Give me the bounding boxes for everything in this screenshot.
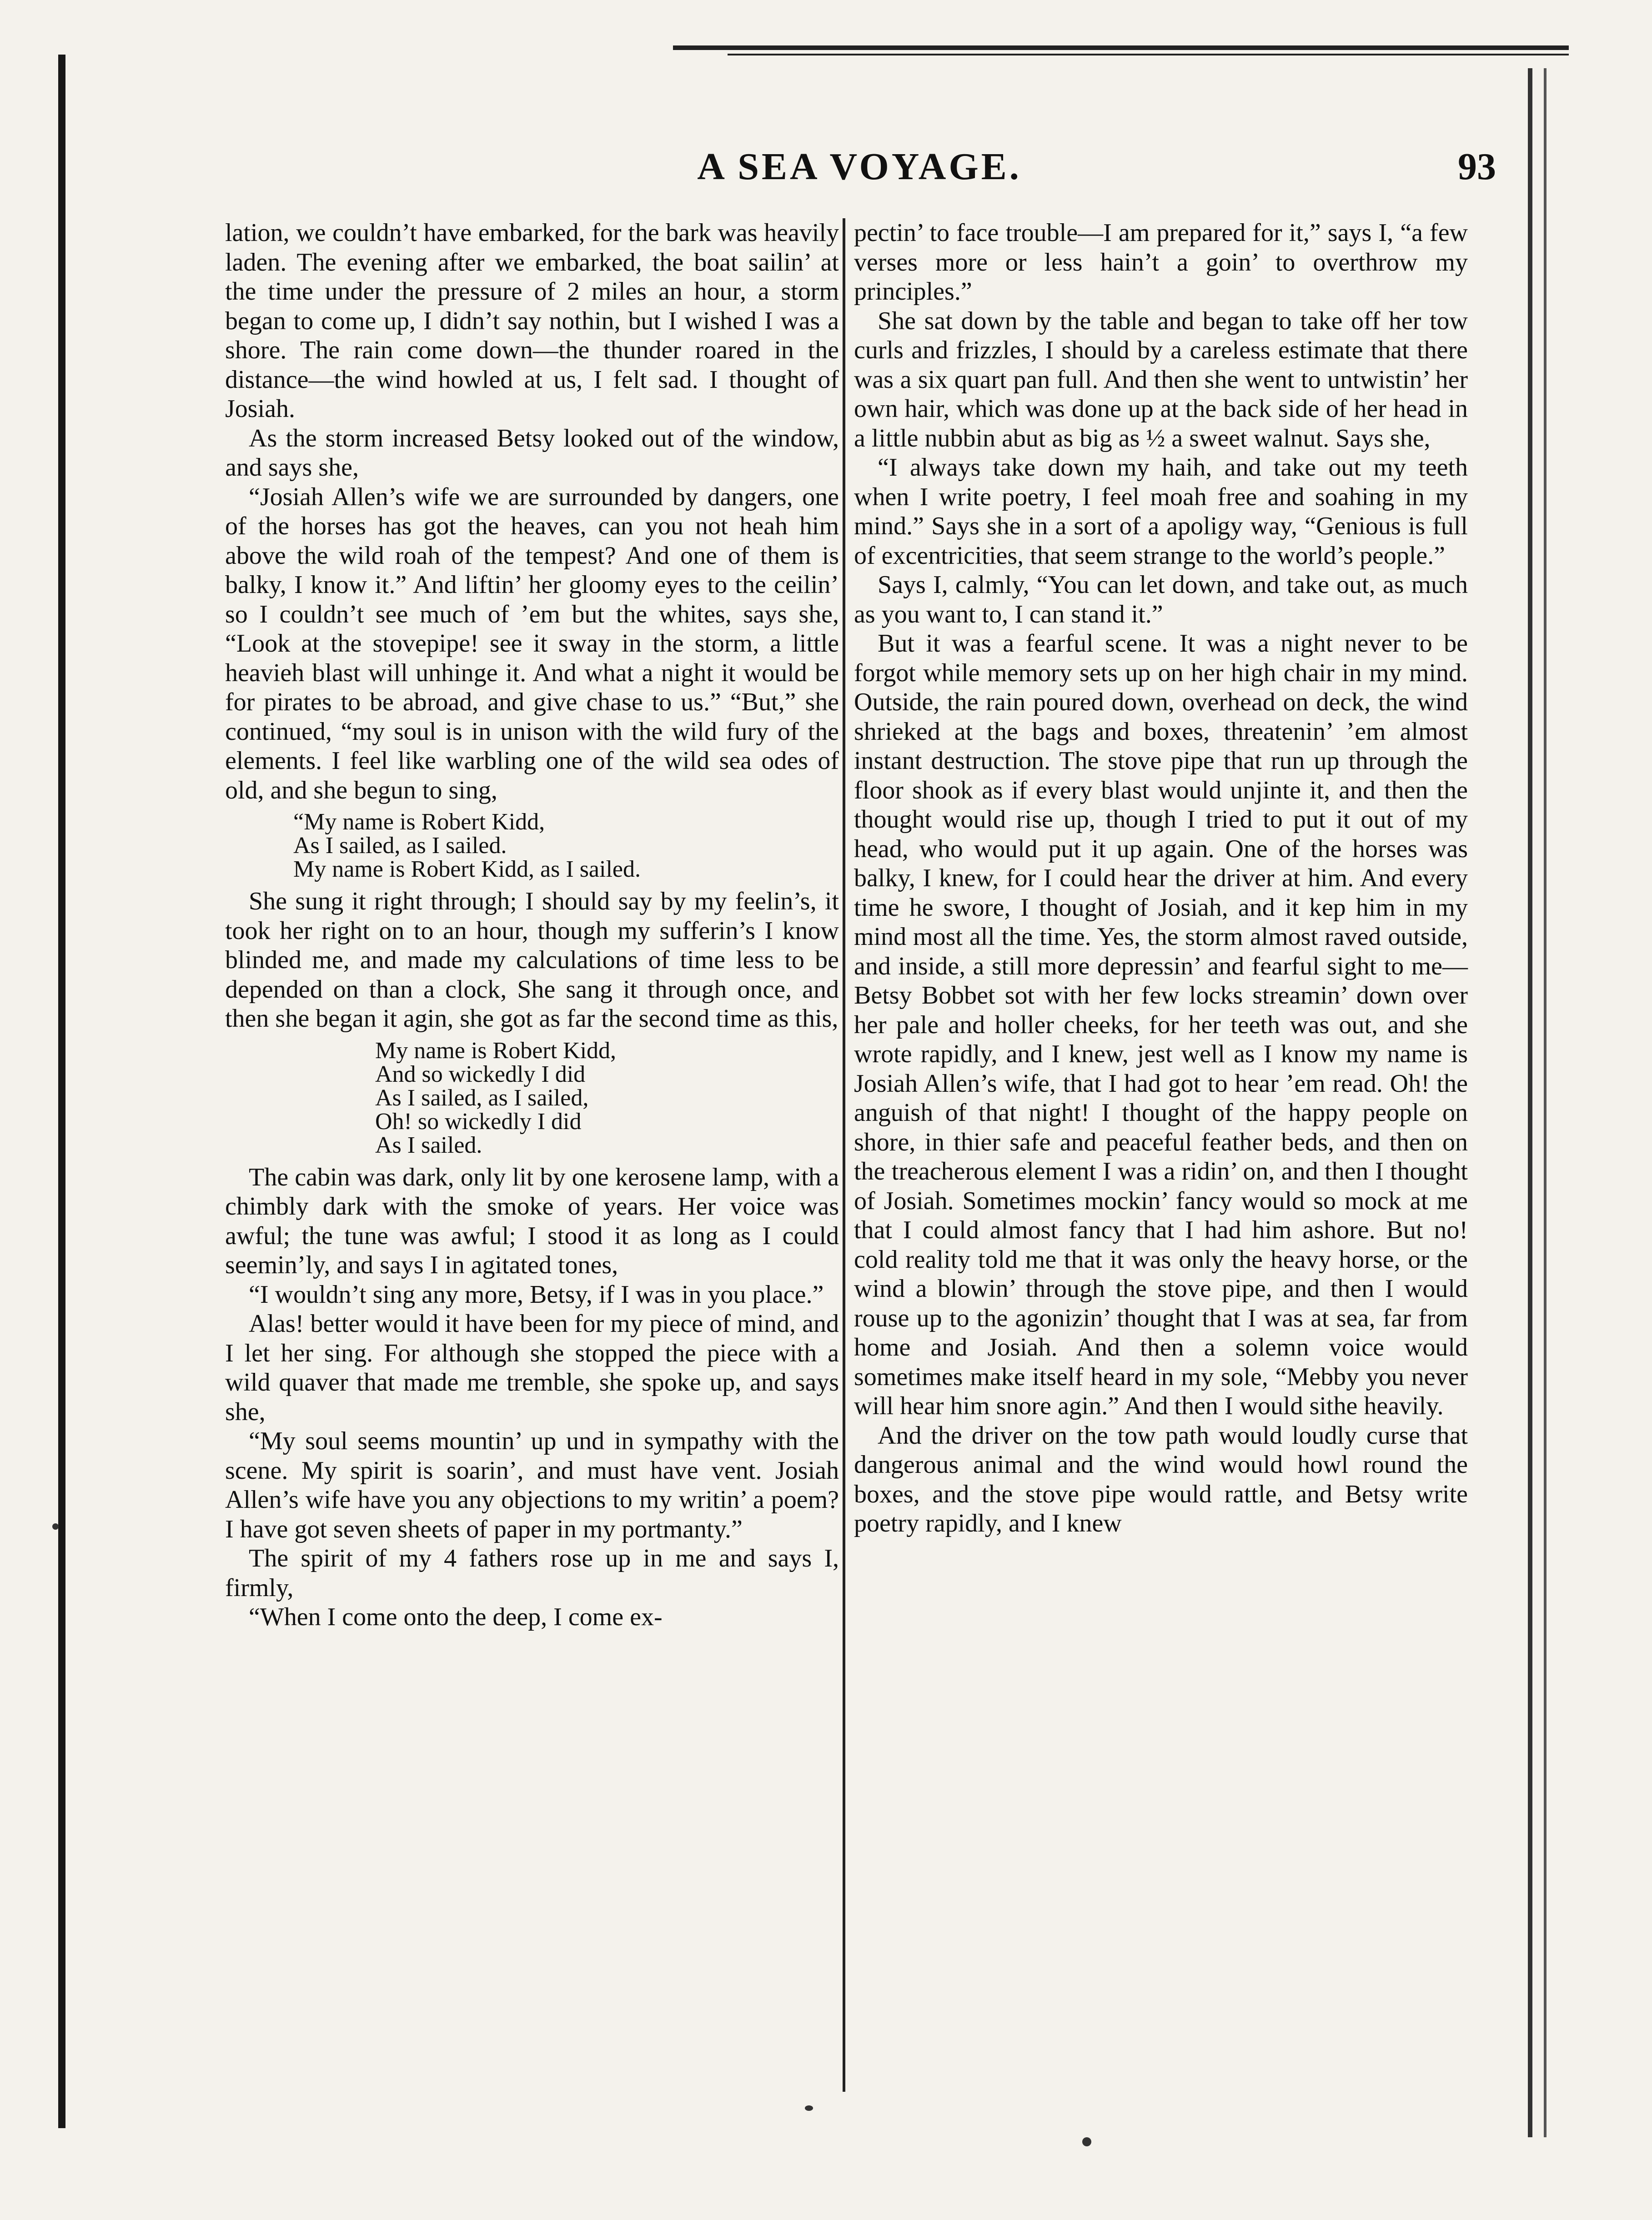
paragraph: The spirit of my 4 fathers rose up in me and says I, firmly, bbox=[225, 1544, 839, 1602]
paragraph: “I always take down my haih, and take out my teeth when I write poetry, I feel moah free and soahing in my mind.” Says she in a sort of a apoligy way, “Genious is full of excentricities, that seem strange to the world’s people.” bbox=[854, 453, 1468, 570]
ink-speck bbox=[805, 2105, 813, 2111]
verse-line: And so wickedly I did bbox=[375, 1061, 586, 1087]
verse-line: As I sailed. bbox=[375, 1132, 482, 1158]
right-margin-bar bbox=[1528, 68, 1532, 2137]
right-column bbox=[854, 218, 1468, 1538]
paragraph: And the driver on the tow path would loudly curse that dangerous animal and the wind would howl round the boxes, and the stove pipe would rattle, and Betsy write poetry rapidly, and I knew bbox=[854, 1421, 1468, 1537]
paragraph: “I wouldn’t sing any more, Betsy, if I was in you place.” bbox=[249, 1280, 824, 1309]
verse-line: My name is Robert Kidd, as I sailed. bbox=[293, 856, 641, 882]
paragraph: Alas! better would it have been for my piece of mind, and I let her sing. For although she stopped the piece with a wild quaver that made me tremble, she spoke up, and says she, bbox=[225, 1310, 839, 1426]
paragraph: “Josiah Allen’s wife we are surrounded by dangers, one of the horses has got the heaves, can you not heah him above the wild roah of the tempest? And one of them is balky, I know it.” And liftin’ her gloomy eyes to the ceilin’ so I couldn’t see much of ’em but the whites, says she, “Look at the stovepipe! see it sway in the storm, a little heavieh blast will unhinge it. And what a night it would be for pirates to be abroad, and give chase to us.” “But,” she continued, “my soul is in unison with the wild fury of the elements. I feel like warbling one of the wild sea odes of old, and she begun to sing, bbox=[225, 482, 839, 804]
verse-line: “My name is Robert Kidd, bbox=[293, 809, 545, 835]
paragraph: As the storm increased Betsy looked out of the window, and says she, bbox=[225, 424, 839, 482]
top-rule-thin bbox=[728, 54, 1569, 55]
right-margin-bar-inner bbox=[1544, 68, 1547, 2137]
left-column bbox=[225, 218, 839, 1632]
top-rule bbox=[673, 45, 1569, 50]
verse-stanza bbox=[225, 810, 839, 881]
page-number: 93 bbox=[1458, 146, 1496, 188]
verse-line: As I sailed, as I sailed. bbox=[293, 833, 507, 859]
verse-line: Oh! so wickedly I did bbox=[375, 1108, 582, 1135]
paragraph: She sung it right through; I should say by my feelin’s, it took her right on to an hour, though my sufferin’s I know blinded me, and made my calculations of time less to be depended on than a clock, She sang it through once, and then she began it agin, she got as far the second time as this, bbox=[225, 887, 839, 1033]
paragraph: But it was a fearful scene. It was a night never to be forgot while memory sets up on her high chair in my mind. Outside, the rain poured down, overhead on deck, the wind shrieked at the bags and boxes, threatenin’ ’em almost instant destruction. The stove pipe that run up through the floor shook as if every blast would unjinte it, and then the thought would rise up, though I tried to put it out of my head, who would put it up again. One of the horses was balky, I knew, for I could hear the driver at him. And every time he swore, I thought of Josiah, and it kep him in my mind most all the time. Yes, the storm almost raved outside, and inside, a still more depressin’ and fearful sight to me—Betsy Bobbet sot with her few locks streamin’ down over her pale and holler cheeks, for her teeth was out, and she wrote rapidly, and I knew, jest well as I know my name is Josiah Allen’s wife, that I had got to hear ’em read. Oh! the anguish of that night! I thought of the happy people on shore, in thier safe and peaceful feather beds, and then on the treacherous element I was a ridin’ on, and then I thought of Josiah. Sometimes mockin’ fancy would so mock at me that I could almost fancy that I had him ashore. But no! cold reality told me that it was only the heavy horse, or the wind a blowin’ through the stove pipe, and then I would rouse up to the agonizin’ thought that I was at sea, far from home and Josiah. And then a solemn voice would sometimes make itself heard in my sole, “Mebby you never will hear him snore agin.” And then I would sithe heavily. bbox=[854, 629, 1468, 1420]
paragraph: lation, we couldn’t have embarked, for the bark was heavily laden. The evening after we embarked, the boat sailin’ at the time under the pressure of 2 miles an hour, a storm began to come up, I didn’t say nothin, but I wished I was a shore. The rain come down—the thunder roared in the distance—the wind howled at us, I felt sad. I thought of Josiah. bbox=[225, 219, 839, 423]
left-margin-bar bbox=[58, 55, 65, 2128]
paragraph: Says I, calmly, “You can let down, and take out, as much as you want to, I can stand it.” bbox=[854, 571, 1468, 628]
verse-line: As I sailed, as I sailed, bbox=[375, 1085, 589, 1111]
paragraph: “When I come onto the deep, I come ex- bbox=[249, 1603, 663, 1631]
paragraph: She sat down by the table and began to take off her tow curls and frizzles, I should by a careless estimate that there was a six quart pan full. And then she went to untwistin’ her own hair, which was done up at the back side of her head in a little nubbin abut as big as ½ a sweet walnut. Says she, bbox=[854, 306, 1468, 452]
verse-stanza bbox=[225, 1039, 839, 1157]
verse-line: My name is Robert Kidd, bbox=[375, 1037, 617, 1064]
paragraph: The cabin was dark, only lit by one kerosene lamp, with a chimbly dark with the smoke of years. Her voice was awful; the tune was awful; I stood it as long as I could seemin’ly, and says I in agitated tones, bbox=[225, 1163, 839, 1279]
paragraph: pectin’ to face trouble—I am prepared for it,” says I, “a few verses more or less hain’t a goin’ to overthrow my principles.” bbox=[854, 219, 1468, 306]
ink-speck bbox=[52, 1523, 59, 1530]
column-divider bbox=[843, 218, 845, 2092]
paragraph: “My soul seems mountin’ up und in sympathy with the scene. My spirit is soarin’, and must have vent. Josiah Allen’s wife have you any objections to my writin’ a poem? I have got seven sheets of paper in my portmanty.” bbox=[225, 1427, 839, 1543]
ink-speck bbox=[1082, 2137, 1091, 2146]
running-head: A SEA VOYAGE. bbox=[697, 146, 1022, 188]
page-header bbox=[209, 145, 1510, 195]
